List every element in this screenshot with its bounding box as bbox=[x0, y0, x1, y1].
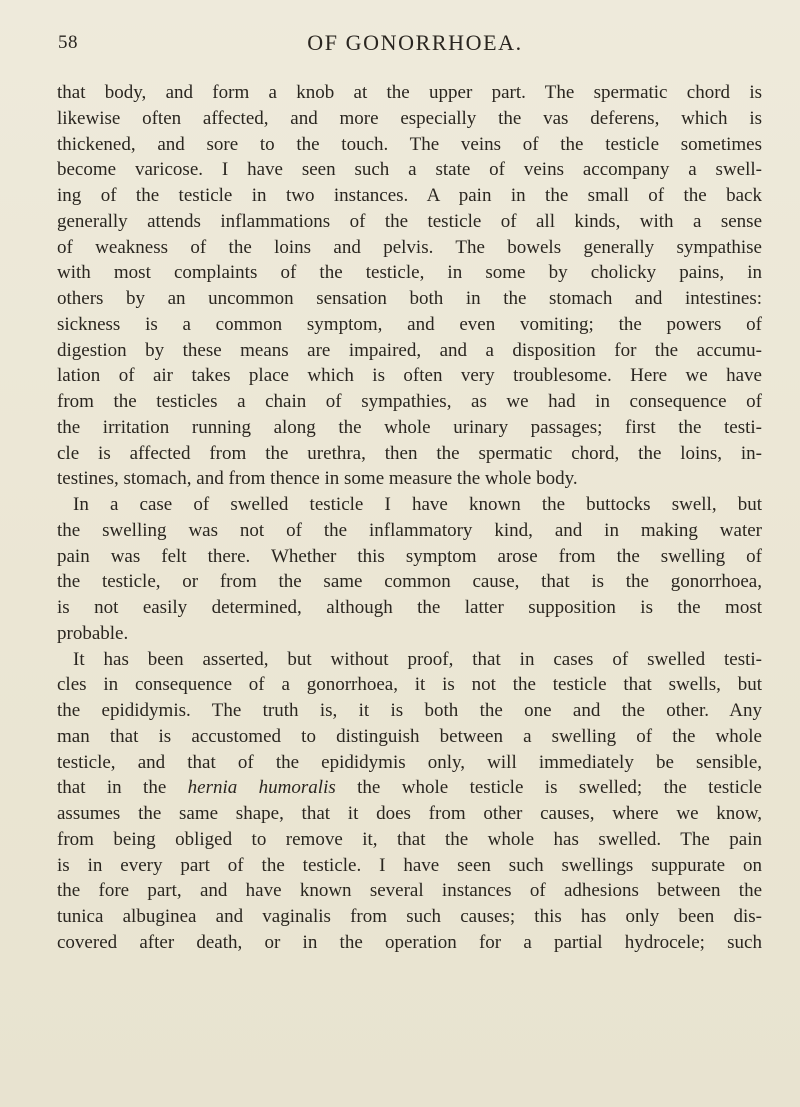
text-line: In a case of swelled testicle I have known the buttocks swell, but bbox=[73, 494, 762, 515]
text-line: pain was felt there. Whether this symptom arose from the swelling of bbox=[57, 545, 762, 567]
italic-term: hernia humoralis bbox=[187, 777, 336, 799]
text-line: become varicose. I have seen such a state of veins accompany a swell- bbox=[57, 159, 762, 181]
running-head: OF GONORRHOEA. bbox=[307, 30, 523, 55]
text-line: man that is accustomed to distinguish between a swelling of the whole bbox=[57, 725, 762, 747]
text-line: of weakness of the loins and pelvis. The bowels generally sympathise bbox=[57, 236, 762, 258]
text-line: generally attends inflammations of the testicle of all kinds, with a sense bbox=[57, 210, 762, 232]
text-line: lation of air takes place which is often very troublesome. Here we have bbox=[57, 365, 762, 387]
text-line: ing of the testicle in two instances. A pain in the small of the back bbox=[57, 185, 762, 206]
text-line: assumes the same shape, that it does from other causes, where we know, bbox=[57, 803, 762, 824]
body-text bbox=[57, 80, 762, 956]
text-line: from the testicles a chain of sympathies, as we had in consequence of bbox=[57, 391, 762, 412]
text-line: is not easily determined, although the latter supposition is the most bbox=[57, 597, 762, 618]
text-line: testicle, and that of the epididymis only, will immediately be sensible, bbox=[57, 751, 762, 773]
text-line: testines, stomach, and from thence in some measure the whole body. bbox=[57, 468, 578, 490]
text-line: tunica albuginea and vaginalis from such causes; this has only been dis- bbox=[57, 906, 762, 927]
text-run: the whole testicle is swelled; the testicle bbox=[335, 777, 762, 799]
text-line: is in every part of the testicle. I have seen such swellings suppurate on bbox=[57, 854, 762, 876]
text-line: It has been asserted, but without proof, that in cases of swelled testi- bbox=[73, 648, 762, 670]
text-line: likewise often affected, and more especially the vas deferens, which is bbox=[57, 107, 762, 129]
text-line: probable. bbox=[57, 622, 129, 644]
text-run: that in the bbox=[57, 777, 188, 799]
text-line: the irritation running along the whole urinary passages; first the testi- bbox=[57, 416, 762, 438]
page-number: 58 bbox=[58, 32, 78, 53]
page-header bbox=[0, 22, 800, 62]
text-line: sickness is a common symptom, and even vomiting; the powers of bbox=[57, 313, 762, 335]
text-line: the swelling was not of the inflammatory kind, and in making water bbox=[57, 519, 762, 541]
text-line: from being obliged to remove it, that the whole has swelled. The pain bbox=[57, 828, 762, 850]
text-line: that body, and form a knob at the upper part. The spermatic chord is bbox=[57, 82, 762, 103]
text-line: digestion by these means are impaired, and a disposition for the accumu- bbox=[57, 339, 762, 361]
text-line: with most complaints of the testicle, in some by cholicky pains, in bbox=[57, 262, 762, 284]
text-line: the epididymis. The truth is, it is both the one and the other. Any bbox=[57, 700, 762, 721]
text-line: the testicle, or from the same common cause, that is the gonorrhoea, bbox=[57, 571, 762, 593]
text-line: cles in consequence of a gonorrhoea, it is not the testicle that swells, but bbox=[57, 674, 762, 696]
text-line: cle is affected from the urethra, then the spermatic chord, the loins, in- bbox=[57, 442, 762, 464]
text-line: covered after death, or in the operation for a partial hydrocele; such bbox=[57, 931, 762, 953]
text-line: thickened, and sore to the touch. The veins of the testicle sometimes bbox=[57, 133, 762, 155]
text-line bbox=[57, 775, 762, 801]
text-line: the fore part, and have known several instances of adhesions between the bbox=[57, 880, 762, 902]
text-line: others by an uncommon sensation both in the stomach and intestines: bbox=[57, 288, 762, 309]
